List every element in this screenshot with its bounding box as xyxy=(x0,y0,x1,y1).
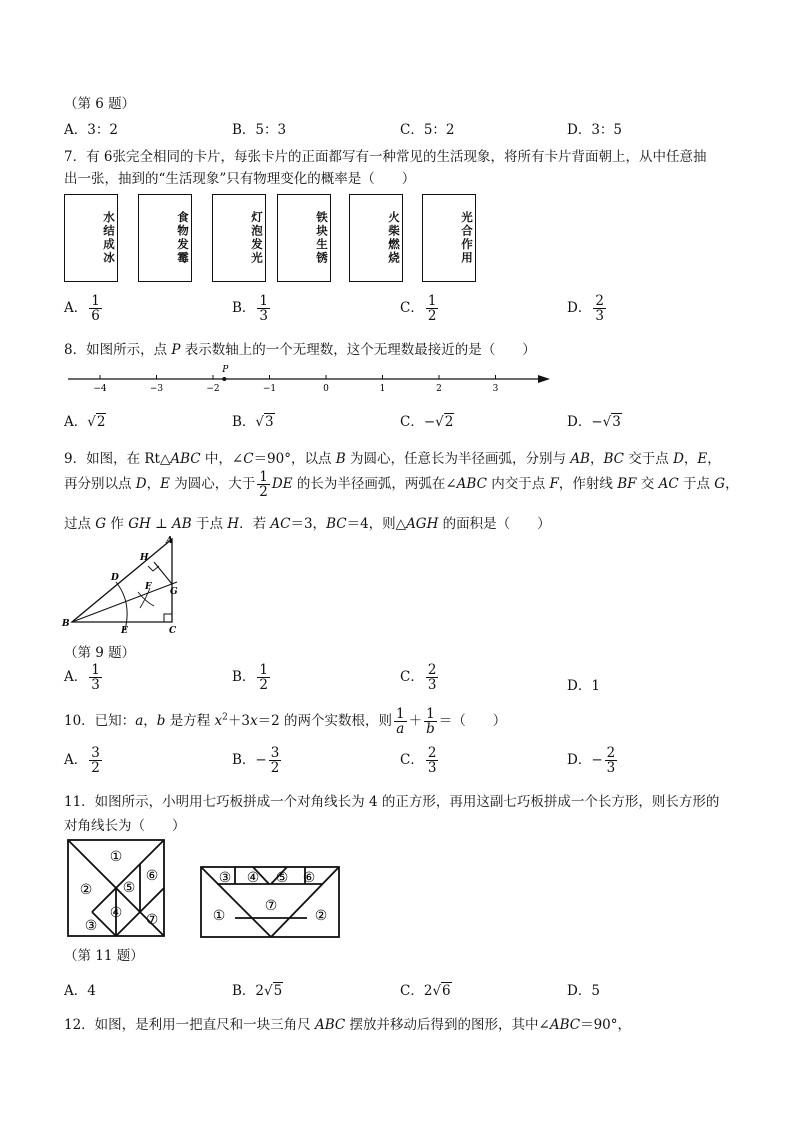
q9-option-d xyxy=(567,674,600,694)
q9-half-den: 2 xyxy=(259,484,268,501)
q9-t: ．若 xyxy=(239,516,271,532)
q9-t: ⊥ xyxy=(150,516,173,532)
card-5 xyxy=(349,194,403,282)
q9-option-d-value: 1 xyxy=(591,678,600,694)
q6-option-c: C．5：2 xyxy=(400,122,455,138)
q11-stem-line2: 对角线长为（ ） xyxy=(64,818,186,834)
q8-stem xyxy=(64,338,536,358)
q11-option-d-value: 5 xyxy=(591,983,600,999)
q7-stem-line1: 7．有 6张完全相同的卡片，每张卡片的正面都写有一种常见的生活现象，将所有卡片背面朝上，从中任意抽 xyxy=(64,149,707,165)
q9-t: 为圆心，大于 xyxy=(169,476,256,493)
q9-t: 交于点 xyxy=(624,451,674,467)
tangram2-piece-6: ⑥ xyxy=(302,870,316,886)
q7-option-b-fraction xyxy=(257,294,270,323)
q8-option-d xyxy=(567,410,622,430)
q10-option-d-fraction xyxy=(605,746,618,775)
tangram1-piece-6: ⑥ xyxy=(145,868,159,884)
q8-option-c-letter: C． xyxy=(400,414,424,430)
number-line-figure xyxy=(60,360,560,400)
q9-t: AGH xyxy=(406,516,439,532)
q10-option-d-sign: − xyxy=(591,752,603,769)
q9-t: G xyxy=(95,516,107,532)
q7-c-den: 2 xyxy=(427,308,437,325)
q7-option-a xyxy=(64,294,104,323)
axis-tick-label: 2 xyxy=(436,384,442,394)
q9-option-b-fraction xyxy=(257,663,270,692)
q6-option-a: A．3：2 xyxy=(64,122,118,138)
q9-t: AC xyxy=(658,476,679,493)
q10-stem xyxy=(64,707,506,736)
q9-t: E xyxy=(697,451,708,467)
q9-t: 的面积是（ ） xyxy=(438,516,551,532)
tangram1-piece-7: ⑦ xyxy=(145,912,159,928)
q9-half-num: 1 xyxy=(259,469,268,485)
q9-t: ， xyxy=(707,451,721,467)
q10-a-num: 3 xyxy=(91,745,100,761)
q8-c-radicand: 2 xyxy=(444,414,454,430)
q7-option-b xyxy=(232,294,272,323)
q9-option-b xyxy=(232,663,272,692)
q9-a-den: 3 xyxy=(91,677,100,694)
card-3 xyxy=(212,194,266,282)
q8-option-a-radical: √2 xyxy=(87,414,106,430)
q9-t: 过点 xyxy=(64,516,96,532)
q9-t: ABC xyxy=(170,451,201,467)
q9-option-d-letter: D． xyxy=(567,678,592,694)
q9-t: 于点 xyxy=(678,476,715,493)
q9-t: ＝90°，以点 xyxy=(253,451,336,467)
q9-t: E xyxy=(160,476,170,493)
q7-b-num: 1 xyxy=(259,293,269,309)
tangram1-piece-1: ① xyxy=(109,849,123,865)
tangram1-piece-5: ⑤ xyxy=(122,880,136,896)
q9-t: D xyxy=(673,451,684,467)
label-e: E xyxy=(121,626,128,635)
q11-stem-line1: 11．如图所示，小明用七巧板拼成一个对角线长为 4 的正方形，再用这副七巧板拼成一个长方形，则长方形的 xyxy=(64,794,720,810)
axis-tick-label: −4 xyxy=(93,384,107,394)
tangram2-piece-3: ③ xyxy=(218,870,232,886)
q9-c-den: 3 xyxy=(427,677,437,694)
q8-option-c xyxy=(400,410,454,430)
q9-t: ， xyxy=(683,451,698,467)
q11-b-radicand: 5 xyxy=(273,983,283,999)
q10-frac-1b xyxy=(424,707,437,736)
card-6-text: 光合作用 xyxy=(460,211,474,265)
card-2-text: 食物发霉 xyxy=(176,211,190,265)
q10-t: x xyxy=(214,713,223,730)
label-a: A xyxy=(166,536,173,546)
q9-t: 再分别以点 xyxy=(64,476,136,493)
q9-t: ， xyxy=(146,476,161,493)
q7-b-den: 3 xyxy=(259,308,269,325)
q10-b-den: 2 xyxy=(270,760,280,777)
q7-option-c-letter: C． xyxy=(400,300,424,317)
q10-option-b-sign: − xyxy=(255,752,267,769)
q10-option-c-fraction xyxy=(426,746,439,775)
q9-t: ，作射线 xyxy=(558,476,618,493)
q7-option-a-fraction xyxy=(89,294,102,323)
point-p-label: P xyxy=(222,365,229,375)
q9-t: G xyxy=(714,476,726,493)
card-4 xyxy=(277,194,331,282)
q12-t: ＝90°， xyxy=(580,1017,632,1033)
q7-c-num: 1 xyxy=(427,293,437,309)
q10-t: b xyxy=(156,713,166,730)
q12-stem xyxy=(64,1013,631,1033)
q10-option-a xyxy=(64,746,104,775)
q8-stem-b: 表示数轴上的一个无理数，这个无理数最接近的是（ ） xyxy=(180,342,536,358)
q9-t: BF xyxy=(617,476,637,493)
q10-t: a xyxy=(396,721,405,738)
q10-option-b xyxy=(232,746,283,775)
q10-option-d-letter: D． xyxy=(567,752,592,769)
q7-option-d-fraction xyxy=(593,294,606,323)
q10-t: ＝2 的两个实数根，则 xyxy=(257,713,392,730)
q9-t: 交 xyxy=(636,476,659,493)
axis-tick-label: −2 xyxy=(206,384,220,394)
q7-d-num: 2 xyxy=(595,293,604,309)
q6-option-d: D．3：5 xyxy=(567,122,623,138)
q7-option-c xyxy=(400,294,440,323)
label-h: H xyxy=(140,553,149,563)
q8-option-c-radical: √2 xyxy=(435,414,454,430)
q9-t: AB xyxy=(172,516,192,532)
q7-stem-line2: 出一张，抽到的“生活现象”只有物理变化的概率是（ ） xyxy=(64,171,416,187)
q9-t: 作 xyxy=(106,516,129,532)
q7-d-den: 3 xyxy=(595,308,604,325)
q11-c-radicand: 6 xyxy=(442,983,451,999)
q10-frac-1a xyxy=(394,707,407,736)
q7-option-d xyxy=(567,294,608,323)
q9-option-c-fraction xyxy=(426,663,439,692)
axis-tick-label: −3 xyxy=(149,384,164,394)
tangram-rectangle-figure xyxy=(199,864,344,940)
right-angle-mark-c xyxy=(164,614,172,622)
q10-t: ， xyxy=(143,713,157,730)
q9-t: AC xyxy=(270,516,291,532)
q7-option-b-letter: B． xyxy=(232,300,256,317)
q7-option-c-fraction xyxy=(426,294,439,323)
label-f: F xyxy=(145,582,152,592)
q11-option-a xyxy=(64,979,96,999)
q9-t: ABC xyxy=(456,476,487,493)
q8-option-b-radical: √3 xyxy=(255,414,274,430)
q9-caption: （第 9 题） xyxy=(64,645,136,661)
q9-a-num: 1 xyxy=(91,662,100,678)
tangram-square-figure xyxy=(66,838,166,940)
segment-gh xyxy=(154,562,172,584)
q8-stem-a: 8．如图所示，点 xyxy=(64,342,172,358)
q7-option-d-letter: D． xyxy=(567,300,592,317)
q8-option-d-sign: − xyxy=(591,414,603,430)
q11-option-b-letter: B． xyxy=(232,983,256,999)
point-p-marker xyxy=(222,377,226,381)
q10-t: x xyxy=(249,713,258,730)
q9-stem-line3 xyxy=(64,512,551,532)
q11-option-b-radical: √5 xyxy=(264,983,283,999)
tangram1-piece-4: ④ xyxy=(109,905,123,921)
q10-t: ＋3 xyxy=(227,713,250,730)
q10-option-b-fraction xyxy=(269,746,282,775)
q11-option-c-coef: 2 xyxy=(423,983,433,999)
q8-option-a xyxy=(64,410,106,430)
q10-c-num: 2 xyxy=(427,745,437,761)
q9-stem-line1 xyxy=(64,447,721,467)
q10-a-den: 2 xyxy=(91,760,100,777)
q9-t: B xyxy=(335,451,346,467)
q10-t: 1 xyxy=(395,706,405,722)
triangle-figure xyxy=(60,530,190,635)
axis-tick-label: 3 xyxy=(492,384,499,394)
q11-option-c-radical: √6 xyxy=(432,983,451,999)
q9-t: 的长为半径画弧，两弧在∠ xyxy=(292,476,457,493)
q8-stem-p: P xyxy=(171,342,181,358)
q11-option-d-letter: D． xyxy=(567,983,592,999)
q12-t: 摆放并移动后得到的图形，其中∠ xyxy=(345,1017,550,1033)
triangle-abc xyxy=(72,539,172,622)
axis-tick-label: 0 xyxy=(323,384,329,394)
card-5-text: 火柴燃烧 xyxy=(387,211,401,265)
q9-t: ＝4，则△ xyxy=(346,516,407,532)
q10-t: b xyxy=(426,721,435,738)
q12-t: 12．如图，是利用一把直尺和一块三角尺 xyxy=(64,1017,315,1033)
q9-c-num: 2 xyxy=(427,662,437,678)
q7-a-den: 6 xyxy=(91,308,100,325)
q10-option-c xyxy=(400,746,440,775)
q9-option-a-fraction xyxy=(89,663,102,692)
q11-option-c-letter: C． xyxy=(400,983,424,999)
q10-t: 1 xyxy=(426,706,435,722)
q9-t: BC xyxy=(326,516,347,532)
q10-t: a xyxy=(135,713,144,730)
q6-option-b: B．5：3 xyxy=(232,122,287,138)
q8-d-radicand: 3 xyxy=(612,414,621,430)
q9-option-a-letter: A． xyxy=(64,669,88,686)
q9-t: C xyxy=(243,451,254,467)
q9-t: 内交于点 xyxy=(486,476,550,493)
q10-d-num: 2 xyxy=(606,745,616,761)
q9-t: ， xyxy=(725,476,739,493)
q9-t: 为圆心，任意长为半径画弧，分别与 xyxy=(345,451,571,467)
q8-option-d-radical: √3 xyxy=(602,414,621,430)
q9-t: ＝3， xyxy=(290,516,327,532)
tangram2-piece-1: ① xyxy=(212,908,226,924)
tangram2-piece-4: ④ xyxy=(246,870,260,886)
q10-t: ＋ xyxy=(408,713,423,730)
q6-caption: （第 6 题） xyxy=(64,96,136,112)
ray-bf xyxy=(72,582,177,622)
q8-a-radicand: 2 xyxy=(96,414,106,430)
q9-t: 9．如图，在 Rt△ xyxy=(64,451,171,467)
q9-t: DE xyxy=(271,476,293,493)
q7-a-num: 1 xyxy=(91,293,100,309)
tangram2-piece-2: ② xyxy=(314,908,328,924)
q10-t: 2 xyxy=(222,712,228,723)
q9-t: BC xyxy=(603,451,624,467)
q9-t: 于点 xyxy=(191,516,228,532)
card-1-text: 水结成冰 xyxy=(102,211,116,265)
q9-t: H xyxy=(227,516,240,532)
q9-t: D xyxy=(135,476,147,493)
q10-t: 是方程 xyxy=(165,713,215,730)
q9-t: GH xyxy=(128,516,151,532)
q11-caption: （第 11 题） xyxy=(64,948,144,964)
q9-t: ， xyxy=(589,451,604,467)
q11-option-b-coef: 2 xyxy=(255,983,265,999)
q9-b-num: 1 xyxy=(259,662,269,678)
q8-b-radicand: 3 xyxy=(265,414,274,430)
q10-t: ＝（ ） xyxy=(438,713,507,730)
q10-option-c-letter: C． xyxy=(400,752,424,769)
label-b: B xyxy=(62,619,70,629)
label-c: C xyxy=(169,626,177,635)
tangram2-piece-7: ⑦ xyxy=(264,898,278,914)
q11-option-a-value: 4 xyxy=(87,983,96,999)
q9-option-c-letter: C． xyxy=(400,669,424,686)
q9-t: F xyxy=(549,476,559,493)
card-2 xyxy=(138,194,192,282)
axis-tick-label: 1 xyxy=(379,384,386,394)
arc-de xyxy=(116,582,127,630)
label-g: G xyxy=(170,587,178,597)
q10-option-b-letter: B． xyxy=(232,752,256,769)
q8-option-c-sign: − xyxy=(423,414,436,430)
q12-t: ABC xyxy=(549,1017,581,1033)
q9-t: AB xyxy=(570,451,590,467)
q8-option-b-letter: B． xyxy=(232,414,256,430)
q9-half-fraction xyxy=(257,470,270,499)
q9-option-a xyxy=(64,663,104,692)
q7-option-a-letter: A． xyxy=(64,300,88,317)
q11-option-a-letter: A． xyxy=(64,983,88,999)
tangram1-piece-2: ② xyxy=(79,882,93,898)
card-3-text: 灯泡发光 xyxy=(250,211,264,265)
q9-b-den: 2 xyxy=(259,677,269,694)
q11-option-b xyxy=(232,979,283,999)
q9-option-c xyxy=(400,663,440,692)
q10-option-d xyxy=(567,746,619,775)
q11-option-c xyxy=(400,979,452,999)
q11-option-d xyxy=(567,979,600,999)
q10-d-den: 3 xyxy=(606,760,616,777)
tangram2-piece-5: ⑤ xyxy=(275,870,289,886)
label-d: D xyxy=(111,573,119,583)
q12-t: ABC xyxy=(314,1017,346,1033)
axis-tick-label: −1 xyxy=(262,384,277,394)
q8-option-a-letter: A． xyxy=(64,414,88,430)
card-1 xyxy=(64,194,118,282)
q10-c-den: 3 xyxy=(427,760,437,777)
card-4-text: 铁块生锈 xyxy=(315,211,329,265)
number-line-arrow xyxy=(538,375,550,383)
card-6 xyxy=(422,194,476,282)
q10-option-a-fraction xyxy=(89,746,102,775)
q10-b-num: 3 xyxy=(270,745,280,761)
q8-option-b xyxy=(232,410,275,430)
tangram1-piece-3: ③ xyxy=(84,918,98,934)
q9-option-b-letter: B． xyxy=(232,669,256,686)
q10-option-a-letter: A． xyxy=(64,752,88,769)
q9-stem-line2 xyxy=(64,470,739,499)
q10-t: 10．已知： xyxy=(64,713,136,730)
q9-t: 中，∠ xyxy=(200,451,244,467)
q8-option-d-letter: D． xyxy=(567,414,592,430)
